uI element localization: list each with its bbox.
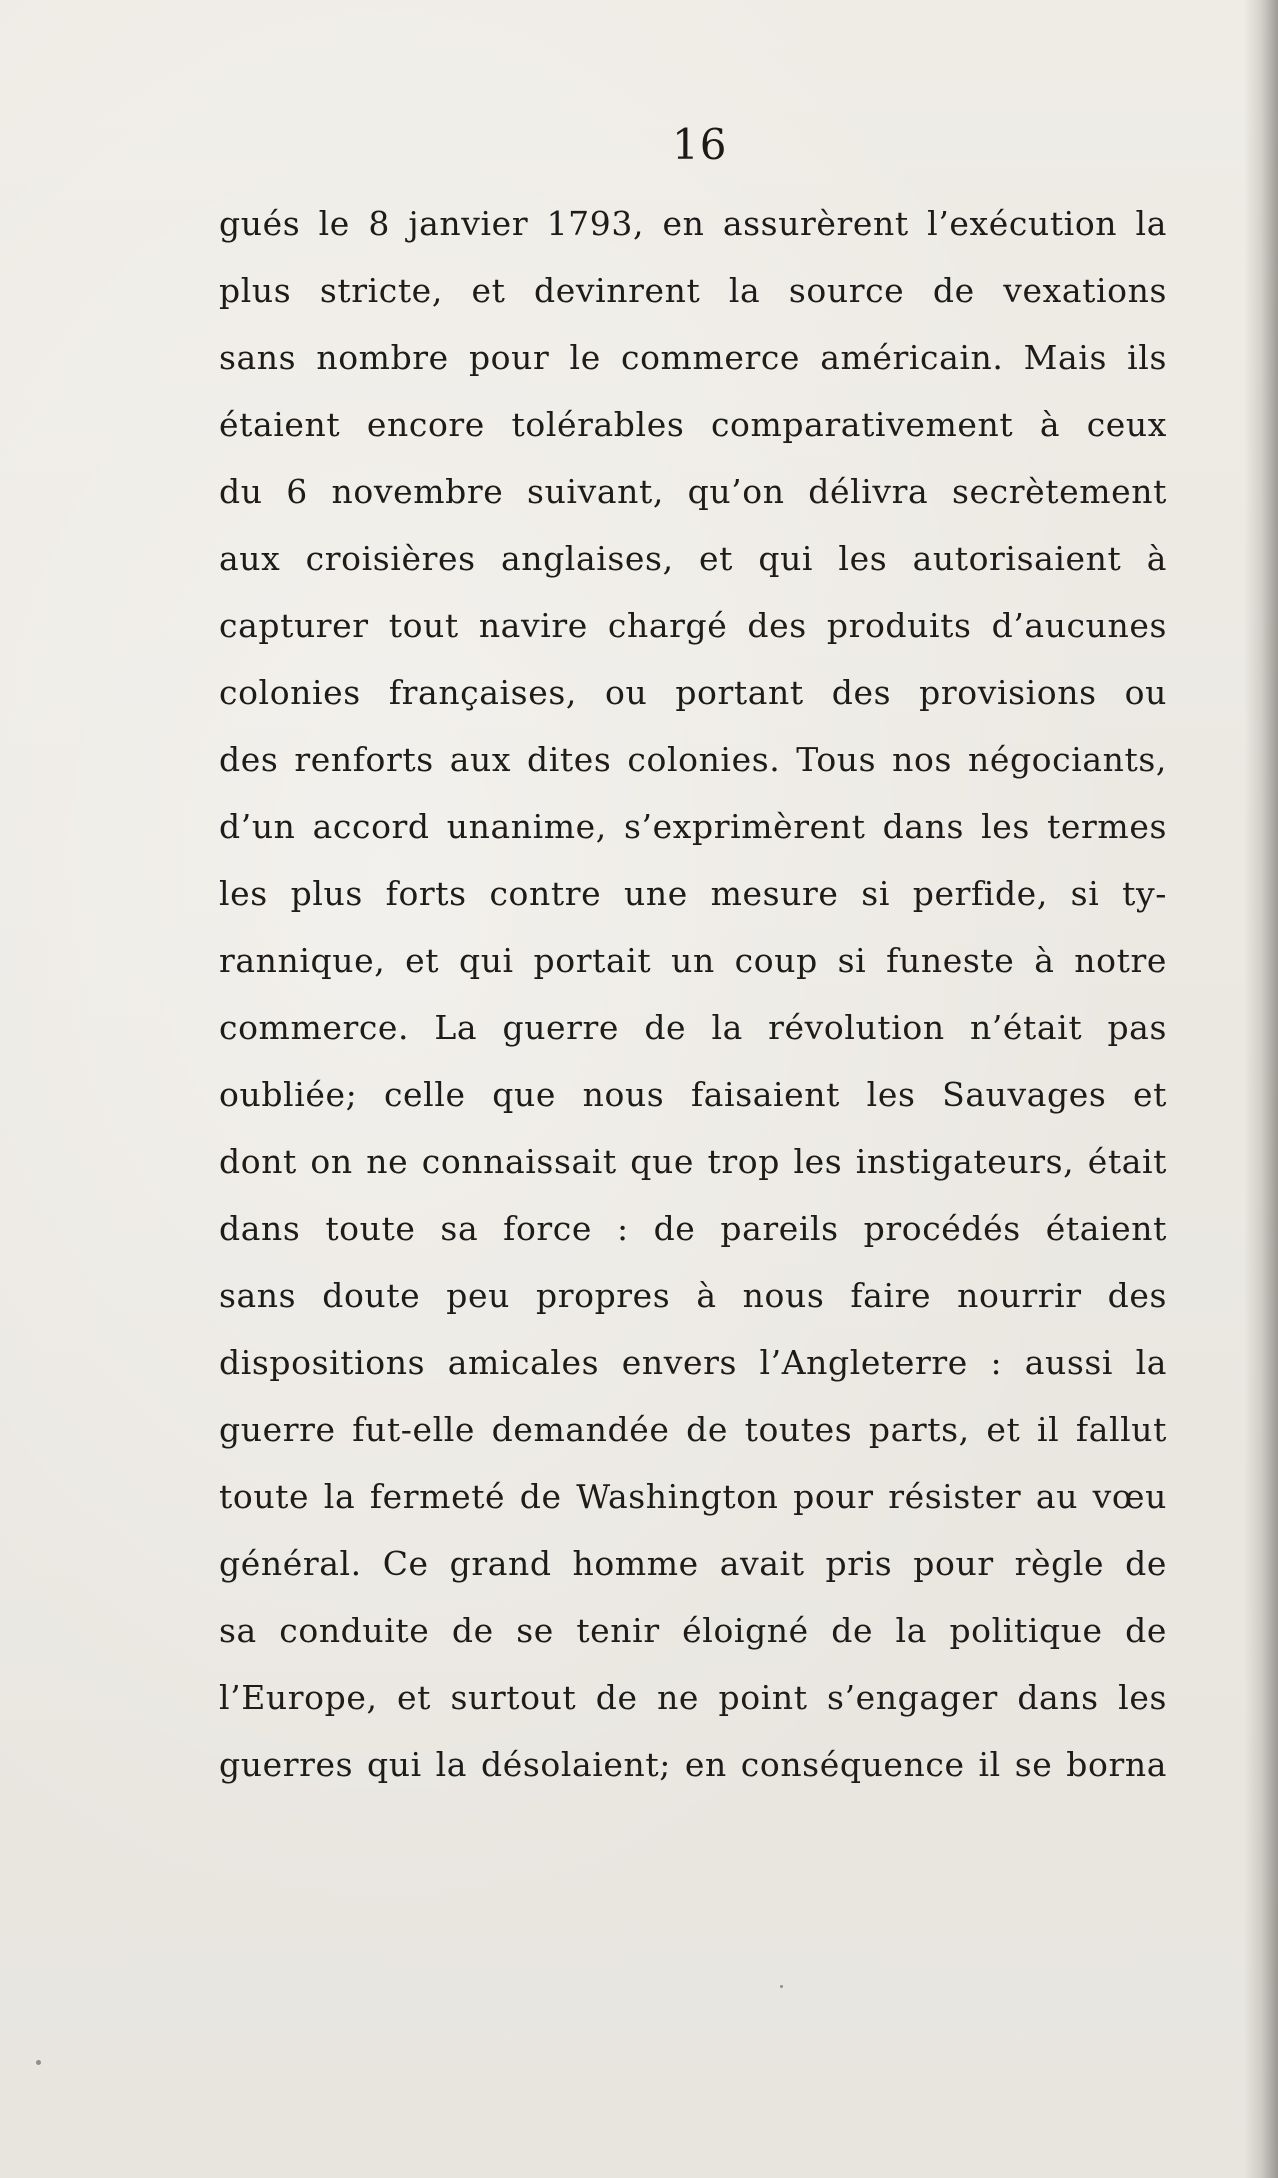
paper-speck	[780, 1985, 783, 1988]
text-line: colonies françaises, ou portant des provisions ou	[219, 673, 1167, 712]
text-line: l’Europe, et surtout de ne point s’engager dans les	[219, 1678, 1167, 1717]
text-line: commerce. La guerre de la révolution n’était pas	[219, 1008, 1167, 1047]
text-line: les plus forts contre une mesure si perfide, si ty-	[219, 874, 1167, 913]
text-line: guerre fut-elle demandée de toutes parts, et il fallut	[219, 1410, 1167, 1449]
text-line: capturer tout navire chargé des produits d’aucunes	[219, 606, 1167, 645]
page-number: 16	[672, 120, 728, 169]
text-line: dispositions amicales envers l’Angleterre : aussi la	[219, 1343, 1167, 1382]
text-line: gués le 8 janvier 1793, en assurèrent l’exécution la	[219, 204, 1167, 243]
text-line: toute la fermeté de Washington pour résister au vœu	[219, 1477, 1167, 1516]
text-line: dont on ne connaissait que trop les instigateurs, était	[219, 1142, 1167, 1181]
body-text	[219, 190, 1167, 1798]
paper-speck	[36, 2060, 41, 2065]
text-line: oubliée; celle que nous faisaient les Sauvages et	[219, 1075, 1167, 1114]
text-line: sans nombre pour le commerce américain. Mais ils	[219, 338, 1167, 377]
text-line: d’un accord unanime, s’exprimèrent dans les termes	[219, 807, 1167, 846]
text-line: du 6 novembre suivant, qu’on délivra secrètement	[219, 472, 1167, 511]
text-line: guerres qui la désolaient; en conséquence il se borna	[219, 1745, 1167, 1784]
text-line: rannique, et qui portait un coup si funeste à notre	[219, 941, 1167, 980]
text-line: sa conduite de se tenir éloigné de la politique de	[219, 1611, 1167, 1650]
text-line: sans doute peu propres à nous faire nourrir des	[219, 1276, 1167, 1315]
text-line: plus stricte, et devinrent la source de vexations	[219, 271, 1167, 310]
text-line: général. Ce grand homme avait pris pour règle de	[219, 1544, 1167, 1583]
binding-shadow	[1244, 0, 1278, 2178]
text-line: aux croisières anglaises, et qui les autorisaient à	[219, 539, 1167, 578]
text-line: dans toute sa force : de pareils procédés étaient	[219, 1209, 1167, 1248]
text-line: étaient encore tolérables comparativement à ceux	[219, 405, 1167, 444]
text-line: des renforts aux dites colonies. Tous nos négociants,	[219, 740, 1167, 779]
